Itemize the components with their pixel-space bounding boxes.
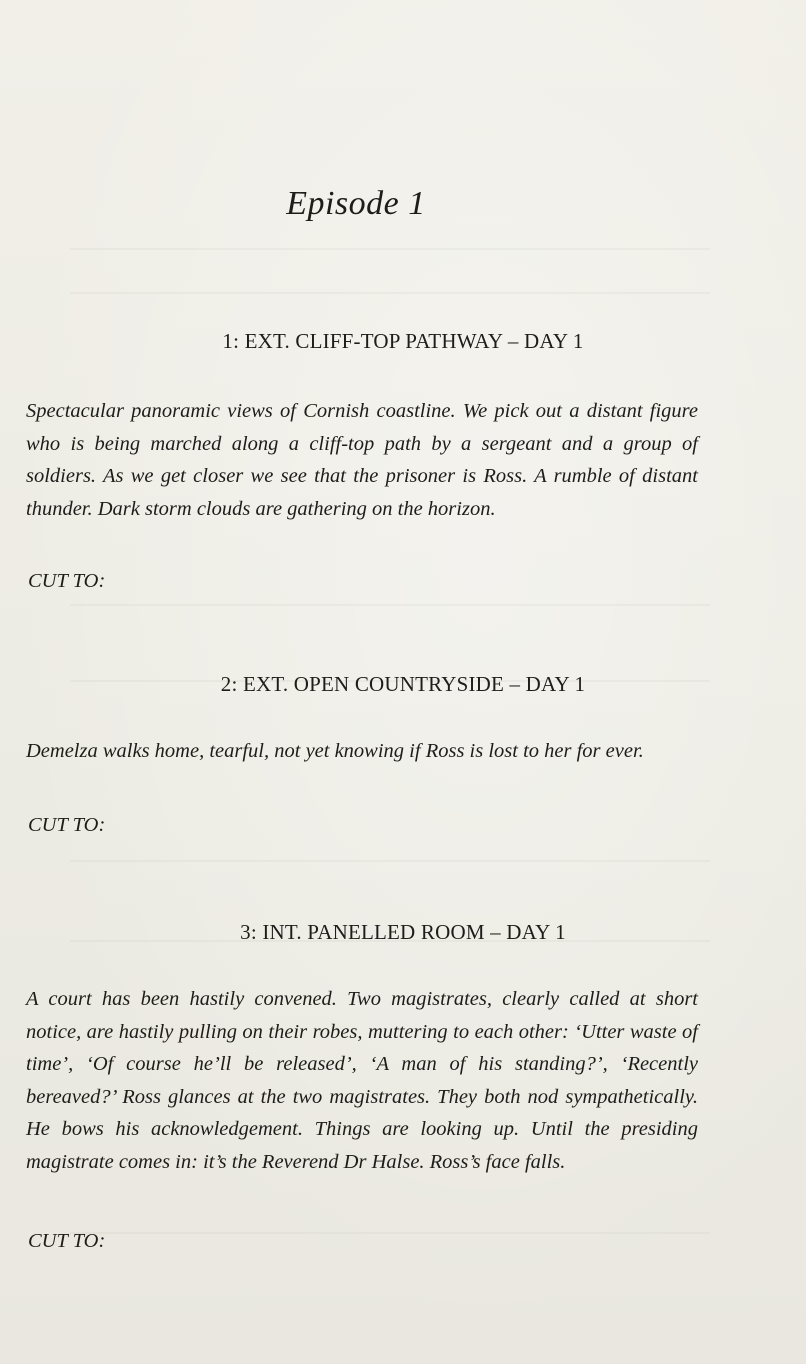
scene-description-3: A court has been hastily convened. Two magistrates, clearly called at short notice, are hastily pulling on their robes, muttering to each other: ‘Utter waste of time’, ‘Of course he’ll be released’, ‘A man of his standing?’, ‘Recently bereaved?’ Ross glances at the two magistrates. They both nod sympathetically. He bows his acknowledgement. Things are looking up. Until the presiding magistrate comes in: it’s the Reverend Dr Halse. Ross’s face falls.: [26, 988, 698, 1173]
scene-description-1: Spectacular panoramic views of Cornish coastline. We pick out a distant figure who is being marched along a cliff-top path by a sergeant and a group of soldiers. As we get closer we see that the prisoner is Ross. A rumble of distant thunder. Dark storm clouds are gathering on the horizon.: [26, 400, 698, 520]
show-through-line: [70, 292, 710, 294]
show-through-line: [70, 1232, 710, 1234]
scene-transition-3: CUT TO:: [28, 1230, 106, 1252]
scene-heading-1: 1: EXT. CLIFF-TOP PATHWAY – DAY 1: [222, 329, 584, 353]
show-through-line: [70, 604, 710, 606]
show-through-line: [70, 248, 710, 250]
episode-title: Episode 1: [286, 185, 426, 222]
scene-transition-1: CUT TO:: [28, 570, 106, 592]
show-through-line: [70, 860, 710, 862]
scene-heading-3: 3: INT. PANELLED ROOM – DAY 1: [240, 920, 566, 944]
scene-heading-2: 2: EXT. OPEN COUNTRYSIDE – DAY 1: [220, 672, 586, 696]
scene-description-2: Demelza walks home, tearful, not yet knowing if Ross is lost to her for ever.: [26, 740, 644, 762]
scene-transition-2: CUT TO:: [28, 814, 106, 836]
